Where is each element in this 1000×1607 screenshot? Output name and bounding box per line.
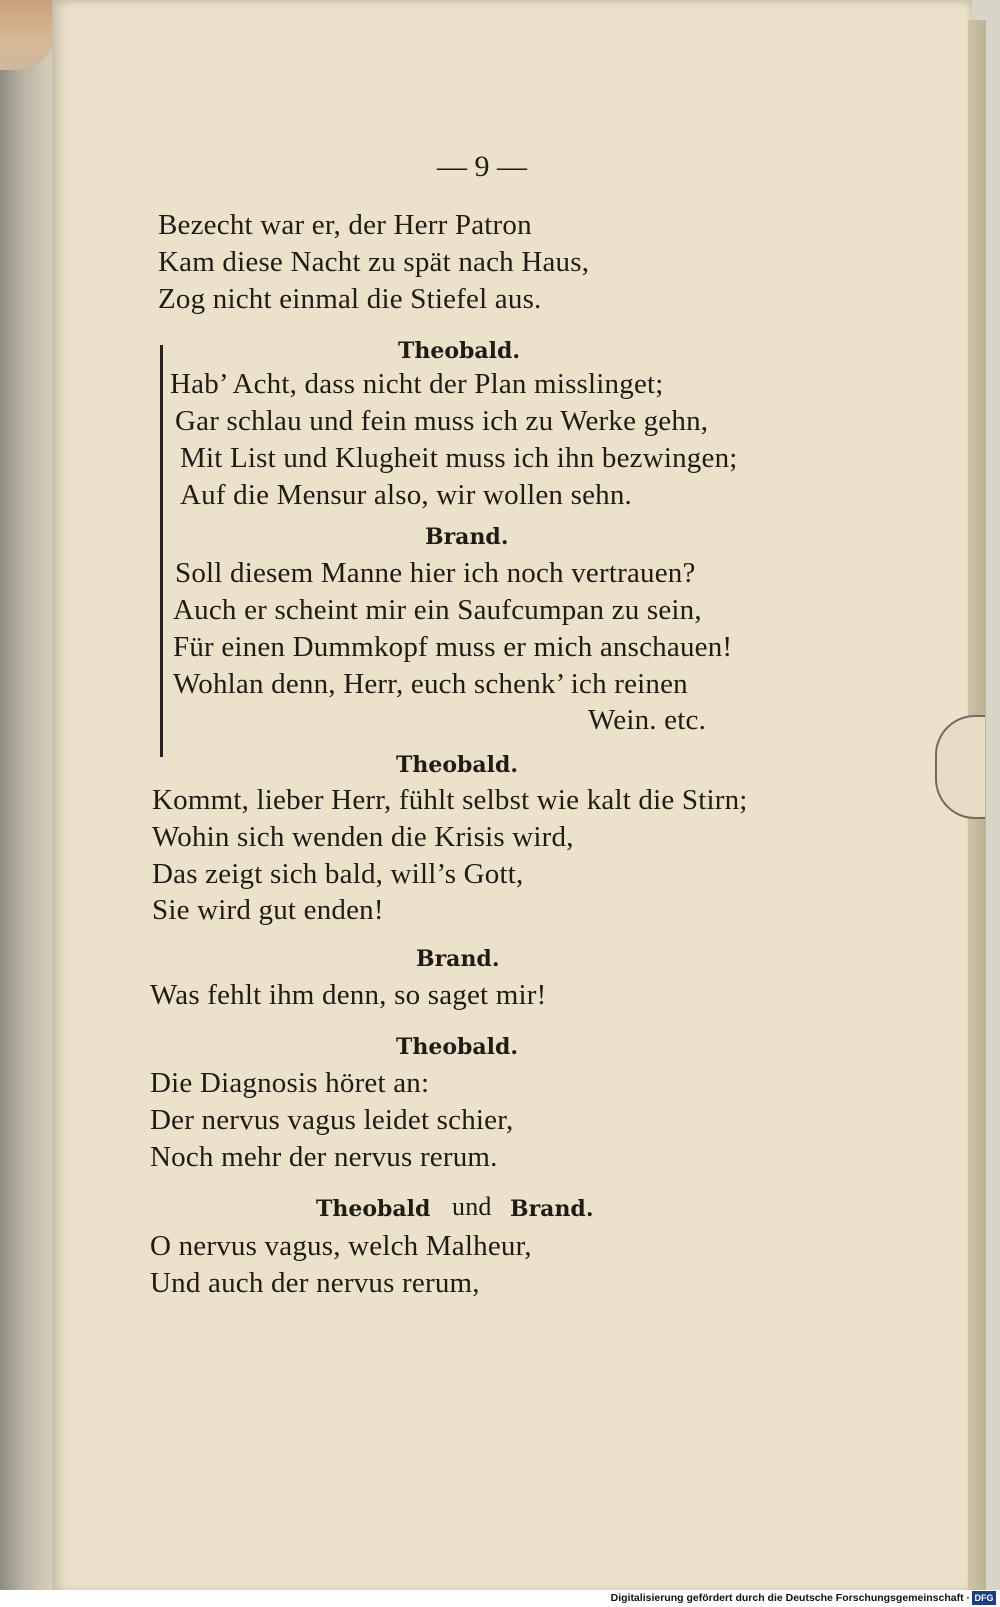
verse-line: Wohin sich wenden die Krisis wird, bbox=[152, 821, 574, 853]
verse-line: Auch er scheint mir ein Saufcumpan zu sein, bbox=[173, 594, 702, 626]
speaker-label: Brand. bbox=[416, 946, 500, 972]
verse-line: Noch mehr der nervus rerum. bbox=[150, 1141, 498, 1173]
digitization-footer bbox=[0, 1590, 1000, 1607]
verse-line: Die Diagnosis höret an: bbox=[150, 1067, 430, 1099]
verse-line: Soll diesem Manne hier ich noch vertrauen? bbox=[175, 557, 696, 589]
verse-line: Kam diese Nacht zu spät nach Haus, bbox=[158, 246, 590, 278]
verse-line: Für einen Dummkopf muss er mich anschauen! bbox=[173, 631, 733, 663]
verse-line: Mit List und Klugheit muss ich ihn bezwingen; bbox=[180, 442, 738, 474]
verse-line: Kommt, lieber Herr, fühlt selbst wie kalt die Stirn; bbox=[152, 784, 748, 816]
verse-line: Das zeigt sich bald, will’s Gott, bbox=[152, 858, 524, 890]
verse-line: Zog nicht einmal die Stiefel aus. bbox=[158, 283, 542, 315]
speaker-label: Theobald. bbox=[396, 1034, 519, 1060]
verse-line: Gar schlau und fein muss ich zu Werke gehn, bbox=[175, 405, 709, 437]
verse-line: Und auch der nervus rerum, bbox=[150, 1267, 480, 1299]
verse-line: Wein. etc. bbox=[588, 704, 707, 736]
speaker-label: Theobald. bbox=[396, 752, 519, 778]
duet-bracket bbox=[160, 345, 173, 757]
speaker-label: Theobald. bbox=[398, 338, 521, 364]
speaker-conjunction: und bbox=[452, 1192, 492, 1221]
dfg-logo: DFG bbox=[972, 1591, 996, 1605]
page-number: — 9 — bbox=[437, 150, 527, 183]
verse-line: Hab’ Acht, dass nicht der Plan misslinget; bbox=[170, 368, 664, 400]
verse-line: O nervus vagus, welch Malheur, bbox=[150, 1230, 532, 1262]
verse-line: Wohlan denn, Herr, euch schenk’ ich reinen bbox=[173, 668, 688, 700]
speaker-label: Brand. bbox=[510, 1196, 594, 1222]
verse-line: Auf die Mensur also, wir wollen sehn. bbox=[180, 479, 632, 511]
speaker-label: Brand. bbox=[425, 524, 509, 550]
verse-line: Bezecht war er, der Herr Patron bbox=[158, 209, 532, 241]
speaker-label: Theobald bbox=[316, 1196, 431, 1222]
verse-line: Sie wird gut enden! bbox=[152, 894, 384, 926]
verse-line: Der nervus vagus leidet schier, bbox=[150, 1104, 514, 1136]
verse-line: Was fehlt ihm denn, so saget mir! bbox=[150, 979, 547, 1011]
footer-credit: Digitalisierung gefördert durch die Deutsche Forschungsgemeinschaft · bbox=[610, 1592, 970, 1604]
